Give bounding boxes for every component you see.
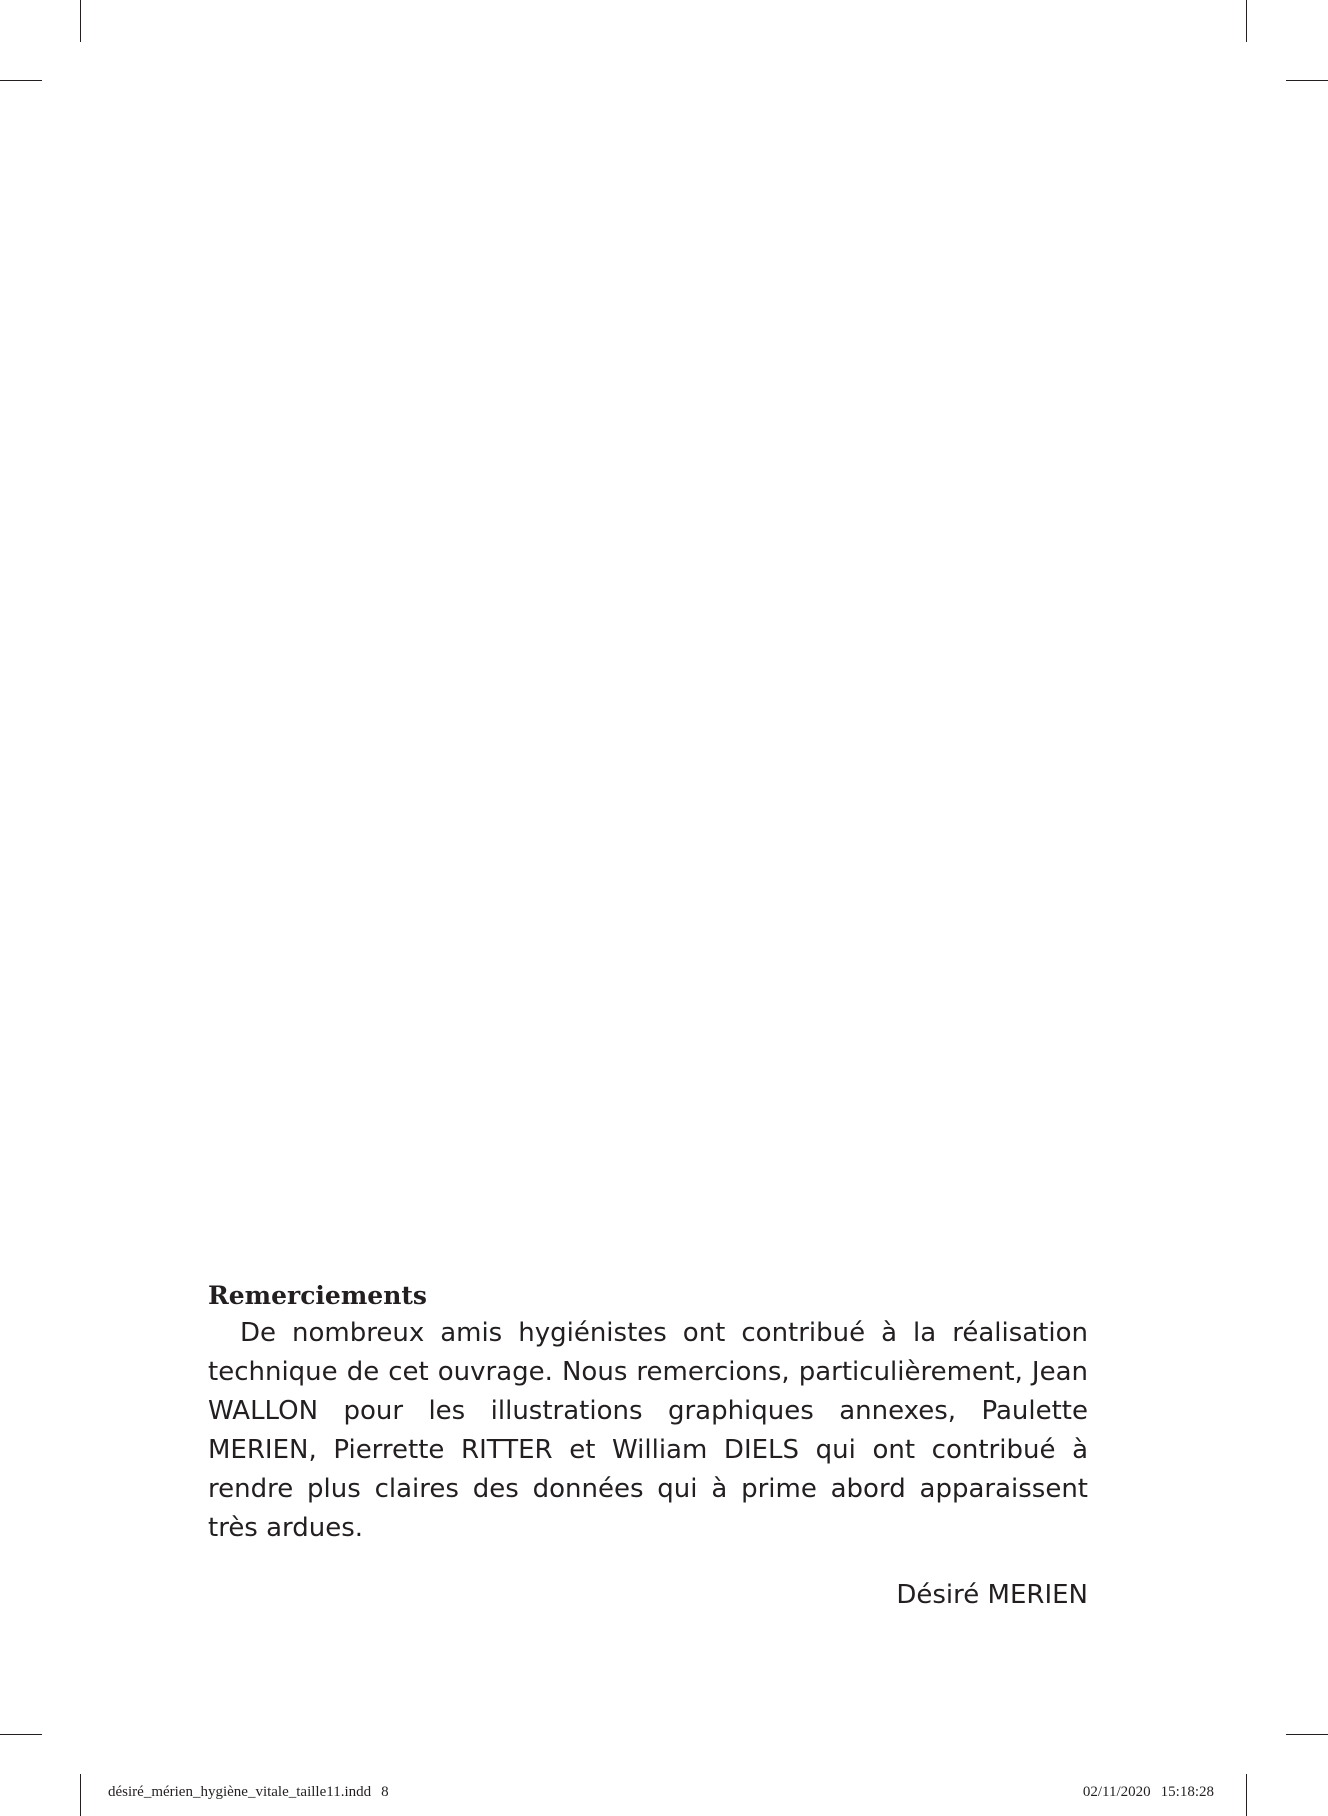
crop-mark-bottom-left-horizontal xyxy=(0,1734,42,1735)
acknowledgements-paragraph: De nombreux amis hygiénistes ont contribué à la réalisation technique de cet ouvrage. Nous remercions, particulièrement, Jean WALLON pour les illustrations graphiques annexes, Paulette MERIEN, Pierrette RITTER et William DIELS qui ont contribué à rendre plus claires des données qui à prime abord apparaissent très ardues. xyxy=(208,1318,1088,1543)
crop-mark-top-right-horizontal xyxy=(1286,80,1328,81)
crop-mark-top-left-horizontal xyxy=(0,80,42,81)
slug-date: 02/11/2020 xyxy=(1082,1784,1151,1800)
acknowledgements-section xyxy=(208,1278,1088,1615)
slug-timestamp xyxy=(1083,1783,1214,1801)
crop-mark-bottom-right-horizontal xyxy=(1286,1734,1328,1735)
crop-mark-bottom-left-vertical xyxy=(80,1774,81,1816)
section-heading: Remerciements xyxy=(208,1281,427,1310)
slug-page-number: 8 xyxy=(381,1784,389,1800)
author-signature: Désiré MERIEN xyxy=(896,1580,1088,1610)
crop-mark-top-right-vertical xyxy=(1246,0,1247,42)
crop-mark-bottom-right-vertical xyxy=(1246,1774,1247,1816)
slug-time: 15:18:28 xyxy=(1160,1784,1214,1800)
crop-mark-top-left-vertical xyxy=(80,0,81,42)
slug-file-info xyxy=(108,1783,389,1801)
slug-filename: désiré_mérien_hygiène_vitale_taille11.indd xyxy=(108,1784,372,1800)
